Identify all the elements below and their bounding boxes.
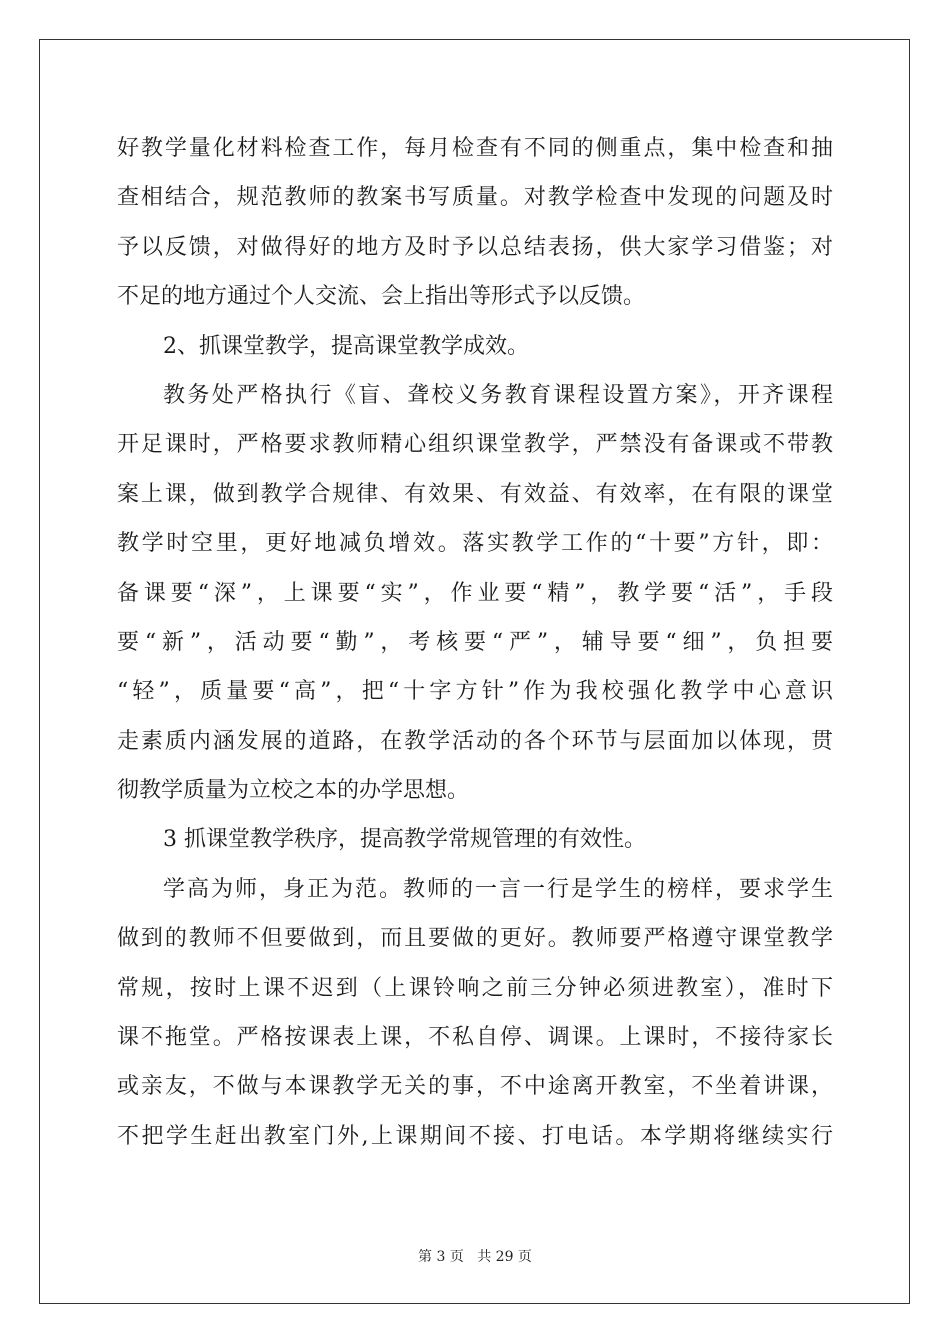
text-line-14: 彻教学质量为立校之本的办学思想。 (117, 778, 470, 804)
text-line-2: 查相结合，规范教师的教案书写质量。对教学检查中发现的问题及时 (117, 185, 833, 211)
section-heading-3: 3 抓课堂教学秩序，提高教学常规管理的有效性。 (163, 827, 646, 853)
text-line-13: 走素质内涵发展的道路，在教学活动的各个环节与层面加以体现，贯 (117, 728, 833, 754)
section-heading-2: 2、抓课堂教学，提高课堂教学成效。 (163, 333, 529, 359)
page-number: 第 3 页 (418, 1249, 464, 1265)
text-line-3: 予以反馈，对做得好的地方及时予以总结表扬，供大家学习借鉴；对 (117, 234, 833, 260)
text-line-4: 不足的地方通过个人交流、会上指出等形式予以反馈。 (117, 284, 646, 310)
text-line-16: 学高为师，身正为范。教师的一言一行是学生的榜样，要求学生 (163, 876, 833, 902)
text-line-17: 做到的教师不但要做到，而且要做的更好。教师要严格遵守课堂教学 (117, 926, 833, 952)
text-line-12: “轻”，质量要“高”，把“十字方针”作为我校强化教学中心意识 (117, 679, 833, 705)
page-total: 共 29 页 (477, 1249, 532, 1265)
text-line-20: 或亲友，不做与本课教学无关的事，不中途离开教室，不坐着讲课， (117, 1074, 833, 1100)
text-line-8: 案上课，做到教学合规律、有效果、有效益、有效率，在有限的课堂 (117, 481, 833, 507)
text-line-9: 教学时空里，更好地减负增效。落实教学工作的“十要”方针，即： (117, 531, 833, 557)
document-body (117, 124, 833, 1161)
text-line-21: 不把学生赶出教室门外,上课期间不接、打电话。本学期将继续实行 (117, 1123, 833, 1149)
text-line-11: 要“新”，活动要“勤”，考核要“严”，辅导要“细”，负担要 (117, 629, 833, 655)
text-line-19: 课不拖堂。严格按课表上课，不私自停、调课。上课时，不接待家长 (117, 1025, 833, 1051)
text-line-10: 备课要“深”，上课要“实”，作业要“精”，教学要“活”，手段 (117, 580, 833, 606)
text-line-7: 开足课时，严格要求教师精心组织课堂教学，严禁没有备课或不带教 (117, 432, 833, 458)
text-line-18: 常规，按时上课不迟到（上课铃响之前三分钟必须进教室），准时下 (117, 975, 833, 1001)
text-line-6: 教务处严格执行《盲、聋校义务教育课程设置方案》，开齐课程 (163, 382, 833, 408)
text-line-1: 好教学量化材料检查工作，每月检查有不同的侧重点，集中检查和抽 (117, 136, 833, 161)
page-footer (0, 1246, 950, 1266)
